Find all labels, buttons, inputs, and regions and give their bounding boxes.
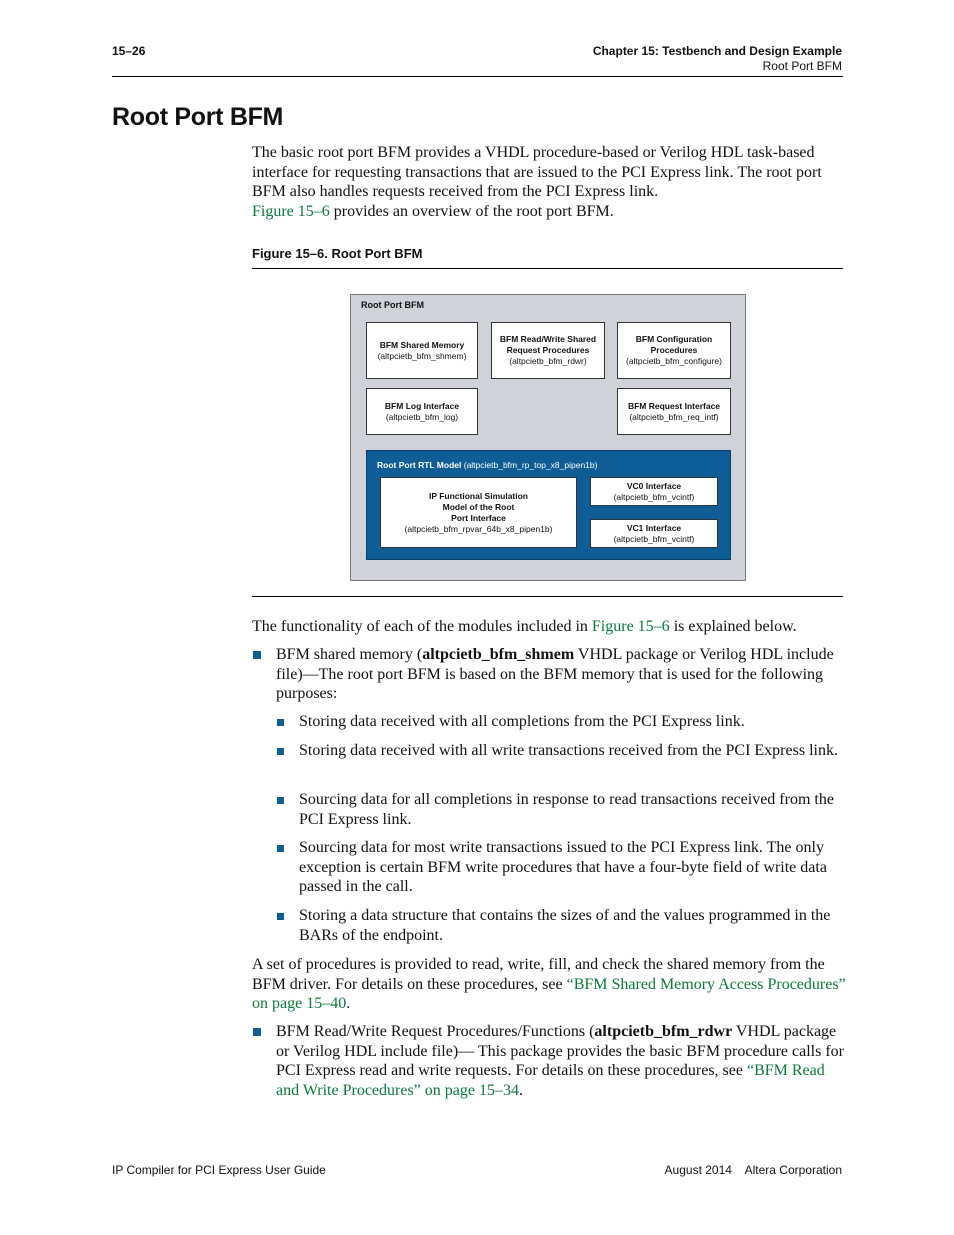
- bullet-rdwr: [276, 1022, 844, 1100]
- sub-bullet-item: Storing data received with all write transactions received from the PCI Express link.: [299, 742, 838, 759]
- figure-bottom-rule: [252, 596, 843, 597]
- bfm-request-interface-box: [617, 388, 731, 435]
- bullet-text: BFM shared memory (: [276, 646, 423, 663]
- bullet-text: VHDL package or Verilog HDL include file)— This package provides the basic BFM procedure calls for PCI Express read and write requests. For details on these procedures, see: [276, 1023, 844, 1079]
- sub-bullet-marker: [277, 845, 284, 852]
- bullet-shmem: [276, 645, 844, 704]
- bullet-text: .: [518, 1081, 523, 1099]
- figure-link[interactable]: Figure 15–6: [252, 202, 330, 220]
- footer-guide-title: IP Compiler for PCI Express User Guide: [112, 1163, 326, 1177]
- ip-functional-simulation-box: [380, 477, 577, 548]
- sub-bullet-marker: [277, 797, 284, 804]
- chapter-title: Chapter 15: Testbench and Design Example: [592, 44, 842, 58]
- figure-top-rule: [252, 268, 843, 269]
- procedures-text: A set of procedures is provided to read, write, fill, and check the shared memory from the BFM driver. For details on these procedures, see: [252, 956, 825, 993]
- sub-bullet-marker: [277, 913, 284, 920]
- box-title: VC1 Interface: [626, 522, 682, 533]
- box-title: BFM Log Interface: [384, 400, 460, 411]
- vc1-interface-box: [590, 519, 718, 548]
- bullet-marker: [253, 651, 261, 659]
- header-rule: [112, 76, 843, 77]
- rtl-title-bold: Root Port RTL Model: [377, 460, 462, 470]
- rtl-model-title: [377, 460, 597, 470]
- box-title: BFM Request Interface: [627, 400, 721, 411]
- box-module: (altpcietb_bfm_vcintf): [613, 491, 695, 502]
- intro-tail: provides an overview of the root port BFM.: [329, 202, 614, 220]
- vc0-interface-box: [590, 477, 718, 506]
- bfm-log-interface-box: [366, 388, 478, 435]
- figure-caption: Figure 15–6. Root Port BFM: [252, 246, 423, 261]
- bullet-module-name: altpcietb_bfm_rdwr: [594, 1023, 733, 1040]
- box-title: IP Functional Simulation Model of the Root Port Interface: [428, 490, 529, 523]
- sub-bullet-item: Storing a data structure that contains the sizes of and the values programmed in the BARs of the endpoint.: [299, 907, 831, 944]
- procedures-tail: .: [346, 995, 351, 1012]
- page-number: 15–26: [112, 44, 146, 58]
- bfm-configuration-box: [617, 322, 731, 379]
- running-header: [593, 44, 842, 74]
- procedures-paragraph: [252, 955, 846, 1014]
- footer-date-company: August 2014 Altera Corporation: [664, 1163, 842, 1177]
- sub-bullet-marker: [277, 748, 284, 755]
- box-module: (altpcietb_bfm_configure): [626, 356, 722, 366]
- page-title: Root Port BFM: [112, 103, 284, 131]
- functionality-pre: The functionality of each of the modules included in: [252, 618, 592, 635]
- rtl-title-module: (altpcietb_bfm_rp_top_x8_pipen1b): [461, 460, 598, 470]
- intro-text: The basic root port BFM provides a VHDL procedure-based or Verilog HDL task-based interface for requesting transactions that are issued to the PCI Express link. The root port BFM also handles requests received from the PCI Express link.: [252, 144, 822, 200]
- box-title: BFM Configuration Procedures: [635, 334, 713, 355]
- sub-bullet-marker: [277, 719, 284, 726]
- box-module: (altpcietb_bfm_rpvar_64b_x8_pipen1b): [404, 523, 553, 534]
- bullet-module-name: altpcietb_bfm_shmem: [422, 646, 575, 663]
- sub-bullet-item: Storing data received with all completions from the PCI Express link.: [299, 713, 745, 730]
- functionality-post: is explained below.: [669, 618, 797, 635]
- root-port-bfm-diagram: [350, 294, 746, 581]
- read-write-procedures-link[interactable]: “BFM Read and Write Procedures” on page 15–34: [276, 1062, 825, 1099]
- box-title: BFM Shared Memory: [379, 339, 465, 350]
- bullet-text: BFM Read/Write Request Procedures/Functions (: [276, 1023, 595, 1040]
- intro-paragraph: [252, 143, 846, 221]
- functionality-paragraph: [252, 617, 846, 637]
- section-title: Root Port BFM: [762, 59, 842, 73]
- box-module: (altpcietb_bfm_vcintf): [613, 533, 695, 544]
- box-module: (altpcietb_bfm_rdwr): [509, 356, 587, 366]
- box-module: (altpcietb_bfm_req_intf): [629, 411, 719, 422]
- bullet-text: VHDL package or Verilog HDL include file)—The root port BFM is based on the BFM memory that is used for the following purposes:: [276, 646, 834, 702]
- figure-link[interactable]: Figure 15–6: [591, 618, 670, 635]
- box-title: VC0 Interface: [626, 480, 682, 491]
- bullet-marker: [253, 1028, 261, 1036]
- diagram-outer-title: Root Port BFM: [361, 300, 424, 310]
- root-port-rtl-model: [366, 450, 731, 560]
- shared-memory-procedures-link[interactable]: “BFM Shared Memory Access Procedures” on page 15–40: [252, 975, 846, 1012]
- sub-bullet-item: Sourcing data for all completions in response to read transactions received from the PCI Express link.: [299, 791, 834, 828]
- bfm-rdwr-box: [491, 322, 605, 379]
- sub-bullet-item: Sourcing data for most write transactions issued to the PCI Express link. The only exception is certain BFM write procedures that have a four-byte field of write data passed in the call.: [299, 839, 827, 895]
- box-module: (altpcietb_bfm_log): [385, 411, 459, 422]
- box-module: (altpcietb_bfm_shmem): [377, 350, 467, 361]
- box-title: BFM Read/Write Shared Request Procedures: [499, 334, 597, 355]
- bfm-shared-memory-box: [366, 322, 478, 379]
